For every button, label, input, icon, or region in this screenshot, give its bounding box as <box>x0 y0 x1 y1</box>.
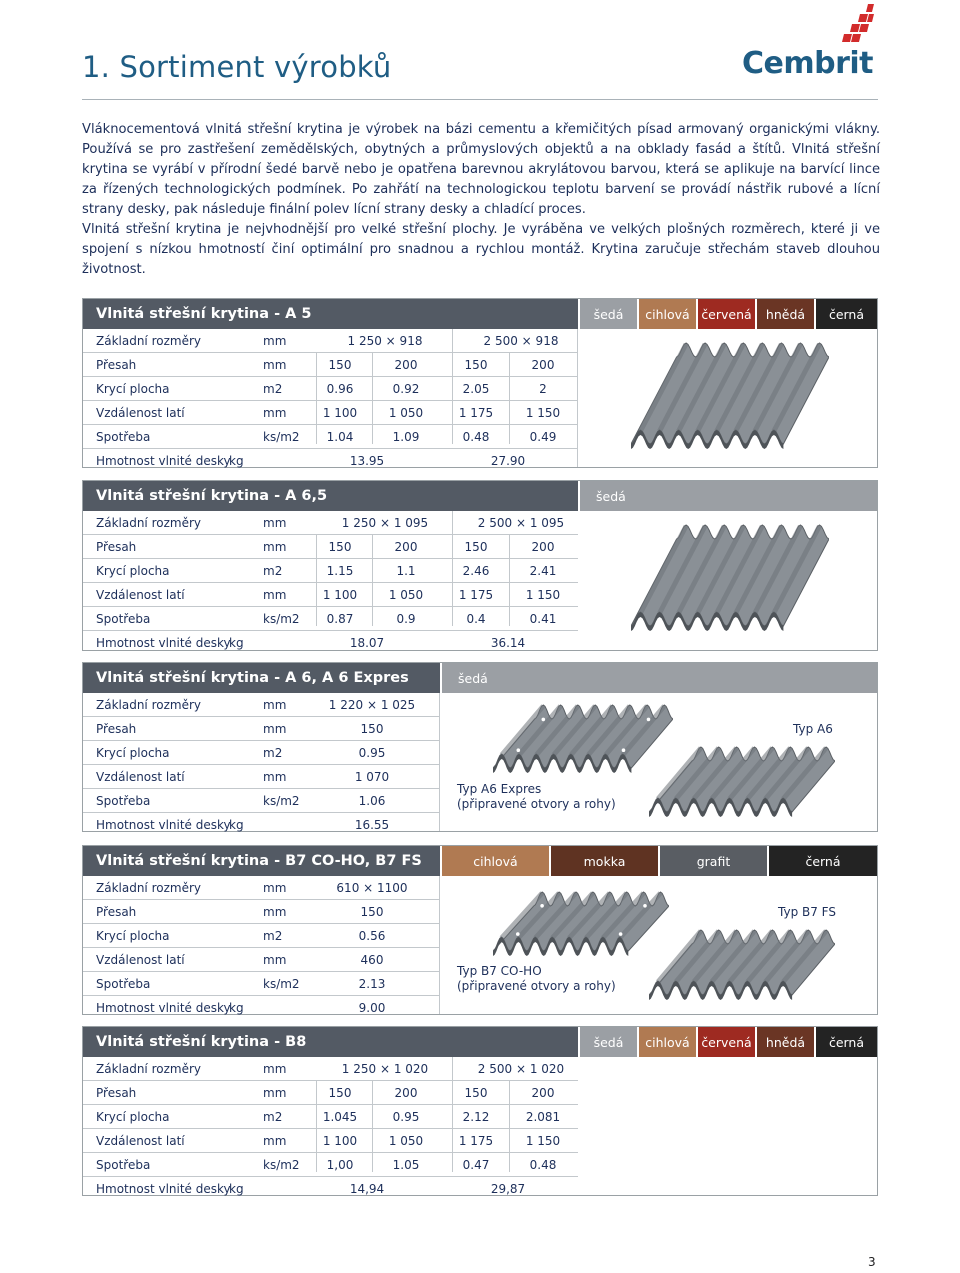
intro-text <box>82 120 880 280</box>
table-row: Přesah mm 150 <box>83 900 440 924</box>
corrugated-sheet-image <box>631 341 829 451</box>
corrugated-sheet-image <box>631 523 829 633</box>
intro-paragraph: Vláknocementová vlnitá střešní krytina je výrobek na bázi cementu a křemičitých písad armovaný organickými vlákny. Používá se pro zastřešení zemědělských, obytných a průmyslových objektů a na obklady fasád a štítů. Vlnitá střešní krytina se vyrábí v přírodní šedé barvě nebo je opatřena barevnou akrylátovou barvou, která se aplikuje na barvící lince za řízených technologických podmínek. Po zahřátí na technologickou teplotu barvení se provádí nástřik rubové a lícní strany desky, pak následuje finální polev lícní strany desky a chladící proces. <box>82 122 880 217</box>
table-row: Spotřeba ks/m2 1.04 1.09 0.48 0.49 <box>83 425 578 449</box>
type-label-right: Typ A6 <box>793 722 833 736</box>
spec-table <box>83 693 440 836</box>
color-chip-grafit: grafit <box>658 846 767 876</box>
spec-table <box>83 511 578 654</box>
section-header <box>83 1027 877 1057</box>
table-row: Krycí plocha m2 0.95 <box>83 741 440 765</box>
color-chip-mokka: mokka <box>549 846 658 876</box>
table-row: Vzdálenost latí mm 1 100 1 050 1 175 1 150 <box>83 583 578 607</box>
table-row: Základní rozměry mm 1 250 × 1 095 2 500 × 1 095 <box>83 511 578 535</box>
table-row: Vzdálenost latí mm 460 <box>83 948 440 972</box>
color-chip-cihlova: cihlová <box>637 299 696 329</box>
spec-table <box>83 329 578 472</box>
section-header <box>83 663 877 693</box>
table-row: Vzdálenost latí mm 1 070 <box>83 765 440 789</box>
section-header <box>83 846 877 876</box>
section-title: Vlnitá střešní krytina - B7 CO-HO, B7 FS <box>83 846 440 876</box>
table-row: Hmotnost vlnité desky kg 14,94 29,87 <box>96 1182 526 1196</box>
spec-table <box>83 876 440 1019</box>
page-number: 3 <box>868 1255 876 1269</box>
section-a5 <box>82 298 878 468</box>
type-label-right: Typ B7 FS <box>778 905 836 919</box>
table-row: Základní rozměry mm 610 × 1100 <box>83 876 440 900</box>
color-chip-cerna: černá <box>814 299 877 329</box>
corrugated-sheet-image-coho <box>493 890 669 958</box>
section-header <box>83 299 877 329</box>
type-label-left: Typ A6 Expres <box>457 782 542 796</box>
corrugated-sheet-image <box>649 745 835 819</box>
table-row: Základní rozměry mm 1 220 × 1 025 <box>83 693 440 717</box>
color-chip-seda: šedá <box>578 299 637 329</box>
table-row: Spotřeba ks/m2 1,00 1.05 0.47 0.48 <box>83 1153 578 1177</box>
color-chip-seda: šedá <box>578 481 877 511</box>
type-label-left: Typ B7 CO-HO <box>457 964 542 978</box>
cembrit-logo <box>742 2 882 84</box>
color-chip-seda: šedá <box>440 663 877 693</box>
section-title: Vlnitá střešní krytina - A 5 <box>83 299 578 329</box>
section-title: Vlnitá střešní krytina - B8 <box>83 1027 578 1057</box>
section-b8 <box>82 1026 878 1196</box>
color-chip-hneda: hnědá <box>755 1027 814 1057</box>
logo-wordmark: Cembrit <box>742 46 874 81</box>
page-title: 1. Sortiment výrobků <box>82 50 392 84</box>
section-title: Vlnitá střešní krytina - A 6,5 <box>83 481 578 511</box>
spec-table <box>83 1057 578 1200</box>
table-row: Přesah mm 150 200 150 200 <box>83 1081 578 1105</box>
table-row: Hmotnost vlnité desky kg 16.55 <box>96 818 390 832</box>
header-divider <box>82 99 878 100</box>
color-chip-cervena: červená <box>696 1027 755 1057</box>
type-label-left-note: (připravené otvory a rohy) <box>457 797 616 811</box>
section-b7 <box>82 845 878 1015</box>
table-row: Krycí plocha m2 0.56 <box>83 924 440 948</box>
color-chip-seda: šedá <box>578 1027 637 1057</box>
color-chip-cerna: černá <box>814 1027 877 1057</box>
color-chip-cerna: černá <box>767 846 877 876</box>
table-row: Základní rozměry mm 1 250 × 918 2 500 × 918 <box>83 329 578 353</box>
table-row: Krycí plocha m2 1.045 0.95 2.12 2.081 <box>83 1105 578 1129</box>
table-row: Přesah mm 150 200 150 200 <box>83 353 578 377</box>
section-header <box>83 481 877 511</box>
table-row: Spotřeba ks/m2 0.87 0.9 0.4 0.41 <box>83 607 578 631</box>
type-label-left-note: (připravené otvory a rohy) <box>457 979 616 993</box>
table-row: Hmotnost vlnité desky kg 13.95 27.90 <box>96 454 526 468</box>
intro-paragraph: Vlnitá střešní krytina je nejvhodnější pro velké střešní plochy. Je vyráběna ve velkých plošných rozměrech, které ji ve spojení s nízkou hmotností činí optimální pro snadnou a rychlou montáž. Krytina zaručuje střechám staveb dlouhou životnost. <box>82 222 880 277</box>
table-row: Spotřeba ks/m2 2.13 <box>83 972 440 996</box>
table-row: Krycí plocha m2 1.15 1.1 2.46 2.41 <box>83 559 578 583</box>
table-row: Přesah mm 150 <box>83 717 440 741</box>
color-chip-cervena: červená <box>696 299 755 329</box>
color-chip-cihlova: cihlová <box>440 846 549 876</box>
table-row: Základní rozměry mm 1 250 × 1 020 2 500 × 1 020 <box>83 1057 578 1081</box>
corrugated-sheet-image <box>649 928 835 1002</box>
table-row: Spotřeba ks/m2 1.06 <box>83 789 440 813</box>
table-row: Vzdálenost latí mm 1 100 1 050 1 175 1 150 <box>83 401 578 425</box>
corrugated-sheet-image-expres <box>493 703 673 775</box>
table-row: Vzdálenost latí mm 1 100 1 050 1 175 1 150 <box>83 1129 578 1153</box>
logo-mark-icon <box>838 2 878 50</box>
section-a6 <box>82 662 878 832</box>
table-row: Krycí plocha m2 0.96 0.92 2.05 2 <box>83 377 578 401</box>
table-row: Hmotnost vlnité desky kg 9.00 <box>96 1001 386 1015</box>
color-chip-cihlova: cihlová <box>637 1027 696 1057</box>
table-row: Přesah mm 150 200 150 200 <box>83 535 578 559</box>
color-chip-hneda: hnědá <box>755 299 814 329</box>
section-a65 <box>82 480 878 651</box>
section-title: Vlnitá střešní krytina - A 6, A 6 Expres <box>83 663 440 693</box>
table-row: Hmotnost vlnité desky kg 18.07 36.14 <box>96 636 526 650</box>
